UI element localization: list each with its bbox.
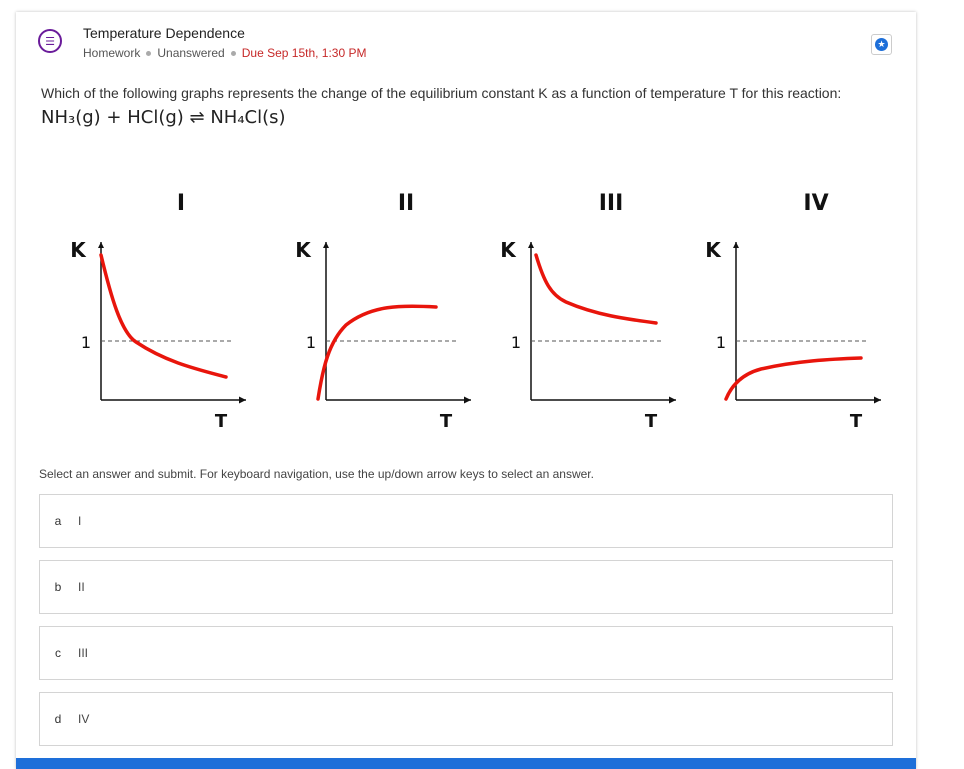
assignment-title: Temperature Dependence [83,25,245,41]
graph-label: II [397,191,415,216]
option-letter: c [55,646,61,660]
answer-option-b[interactable] [39,560,893,614]
answer-option-c[interactable] [39,626,893,680]
reference-label: 1 [715,333,727,352]
assignment-status: Unanswered [157,46,225,60]
option-text: I [78,514,82,528]
k-vs-t-curve [101,255,226,377]
x-axis-label: T [849,411,863,432]
option-letter: b [54,580,62,594]
x-axis-label: T [439,411,453,432]
discussion-list-icon: ☰ [38,29,62,53]
star-icon: ★ [875,38,888,51]
k-vs-t-curve [536,255,656,323]
option-text: II [78,580,85,594]
due-date: Due Sep 15th, 1:30 PM [241,46,367,60]
separator-dot [146,51,151,56]
x-axis-arrow [464,397,471,404]
question-text: Which of the following graphs represents the change of the equilibrium constant K as a function of temperature T for this reaction: [41,85,842,101]
y-axis-label: K [70,238,86,262]
y-axis-arrow [98,242,104,248]
option-text: IV [78,712,90,726]
graph-1 [70,191,246,432]
submit-bar[interactable] [16,758,916,769]
reference-label: 1 [305,333,317,352]
option-letter: d [54,712,62,726]
reaction-equation: NH₃(g) + HCl(g) ⇌ NH₄Cl(s) [41,107,286,128]
y-axis-arrow [323,242,329,248]
graph-3 [500,191,676,432]
y-axis-label: K [705,238,721,262]
x-axis-arrow [874,397,881,404]
x-axis-label: T [644,411,658,432]
y-axis-label: K [500,238,516,262]
answer-option-d[interactable] [39,692,893,746]
k-vs-t-curve [318,306,436,399]
graph-label: IV [803,191,829,216]
reference-label: 1 [80,333,92,352]
answer-option-a[interactable] [39,494,893,548]
question-card [16,12,916,769]
x-axis-arrow [239,397,246,404]
y-axis-arrow [528,242,534,248]
k-vs-t-curve [726,358,861,399]
reference-label: 1 [510,333,522,352]
y-axis-label: K [295,238,311,262]
option-letter: a [54,514,62,528]
option-text: III [78,646,89,660]
x-axis-label: T [214,411,228,432]
graph-label: III [598,191,624,216]
bookmark-button[interactable] [871,34,892,55]
x-axis-arrow [669,397,676,404]
assignment-type: Homework [83,46,141,60]
y-axis-arrow [733,242,739,248]
graph-2 [295,191,471,432]
graph-label: I [176,191,186,216]
graphs-figure [56,177,896,437]
graph-4 [705,191,881,432]
instructions-text: Select an answer and submit. For keyboard navigation, use the up/down arrow keys to select an answer. [39,467,594,481]
assignment-meta [83,46,366,60]
separator-dot [231,51,236,56]
